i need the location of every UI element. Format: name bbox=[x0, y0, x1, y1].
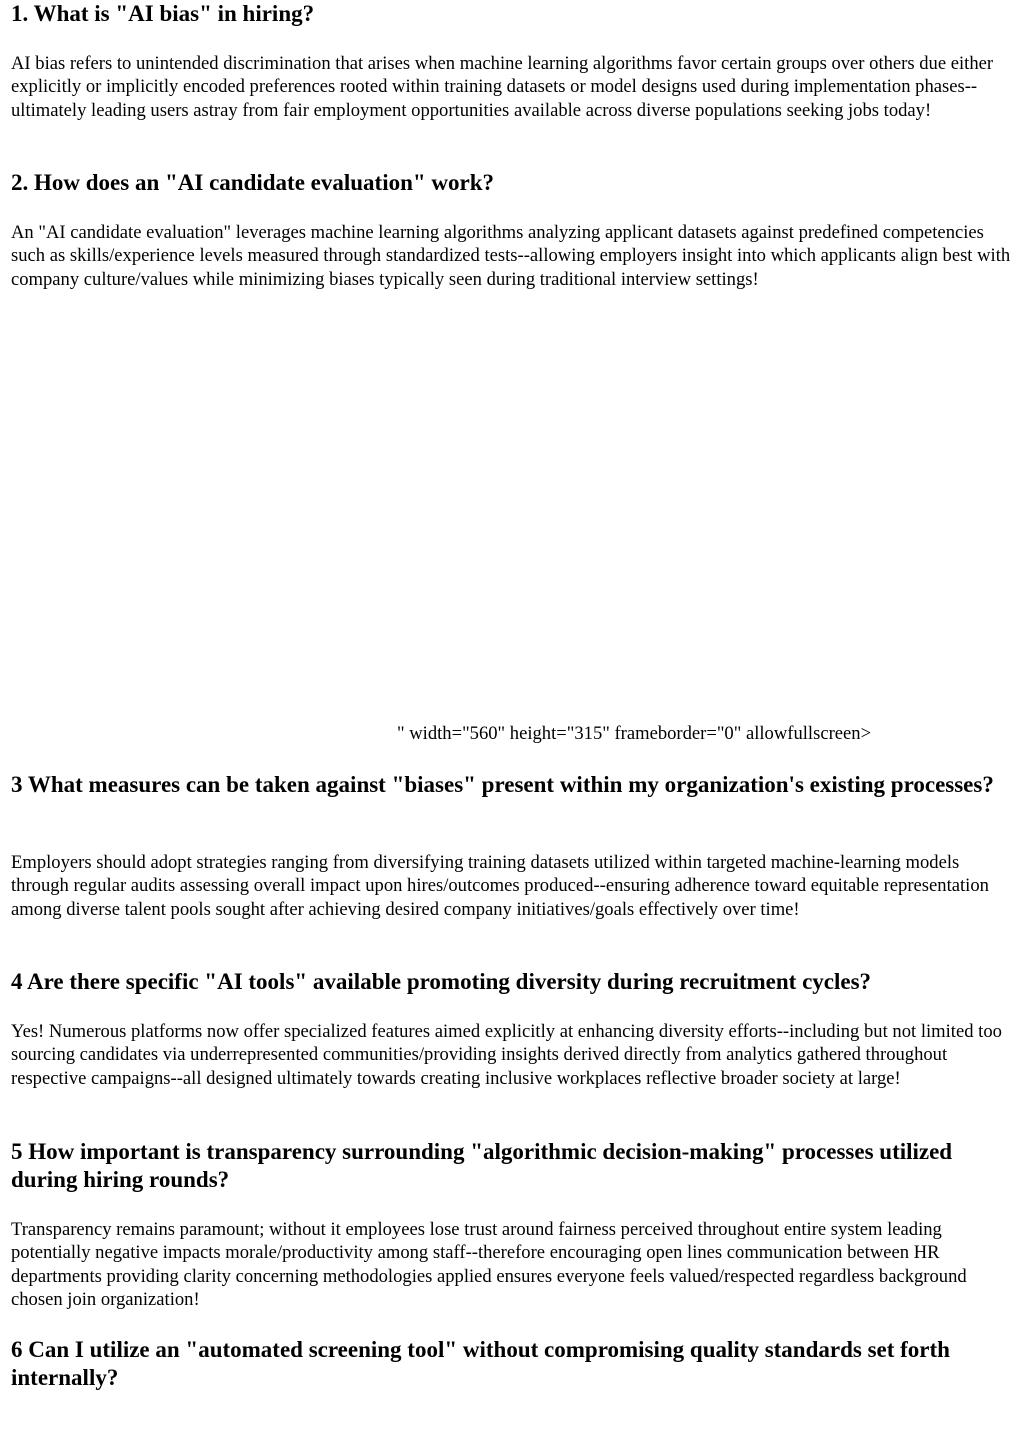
embed-stray-markup-text: " width="560" height="315" frameborder="0" allowfullscreen> bbox=[397, 723, 872, 744]
faq-answer-4: Yes! Numerous platforms now offer specialized features aimed explicitly at enhancing diversity efforts--including but not limited too sourcing candidates via underrepresented communities/providing insights derived directly from analytics gathered throughout respective campaigns--all designed ultimately towards creating inclusive workplaces reflective broader society at large! bbox=[11, 1021, 1002, 1089]
faq-answer-5: Transparency remains paramount; without it employees lose trust around fairness perceived throughout entire system leading potentially negative impacts morale/productivity among staff--therefore encouraging open lines communication between HR departments providing clarity concerning methodologies applied ensures everyone feels valued/respected regardless background chosen join organization! bbox=[11, 1219, 967, 1310]
faq-question-4: 4 Are there specific "AI tools" available promoting diversity during recruitment cycles? bbox=[11, 969, 872, 994]
faq-question-1: 1. What is "AI bias" in hiring? bbox=[11, 1, 315, 26]
faq-answer-1: AI bias refers to unintended discrimination that arises when machine learning algorithms favor certain groups over others due either explicitly or implicitly encoded preferences rooted within training datasets or model designs used during implementation phases--ultimately leading users astray from fair employment opportunities available across diverse populations seeking jobs today! bbox=[11, 53, 994, 121]
faq-question-5: 5 How important is transparency surrounding "algorithmic decision-making" processes utilized during hiring rounds? bbox=[11, 1139, 953, 1192]
faq-answer-2: An "AI candidate evaluation" leverages machine learning algorithms analyzing applicant datasets against predefined competencies such as skills/experience levels measured through standardized tests--allowing employers insight into which applicants align best with company culture/values while minimizing biases typically seen during traditional interview settings! bbox=[11, 222, 1011, 290]
faq-question-2: 2. How does an "AI candidate evaluation" work? bbox=[11, 170, 495, 195]
faq-question-3: 3 What measures can be taken against "biases" present within my organization's existing processes? bbox=[11, 772, 994, 797]
faq-question-6: 6 Can I utilize an "automated screening tool" without compromising quality standards set forth internally? bbox=[11, 1337, 950, 1390]
video-embed-placeholder bbox=[11, 330, 1011, 710]
faq-answer-3: Employers should adopt strategies ranging from diversifying training datasets utilized within targeted machine-learning models through regular audits assessing overall impact upon hires/outcomes produced--ensuring adherence toward equitable representation among diverse talent pools sought after achieving desired company initiatives/goals effectively over time! bbox=[11, 852, 989, 920]
